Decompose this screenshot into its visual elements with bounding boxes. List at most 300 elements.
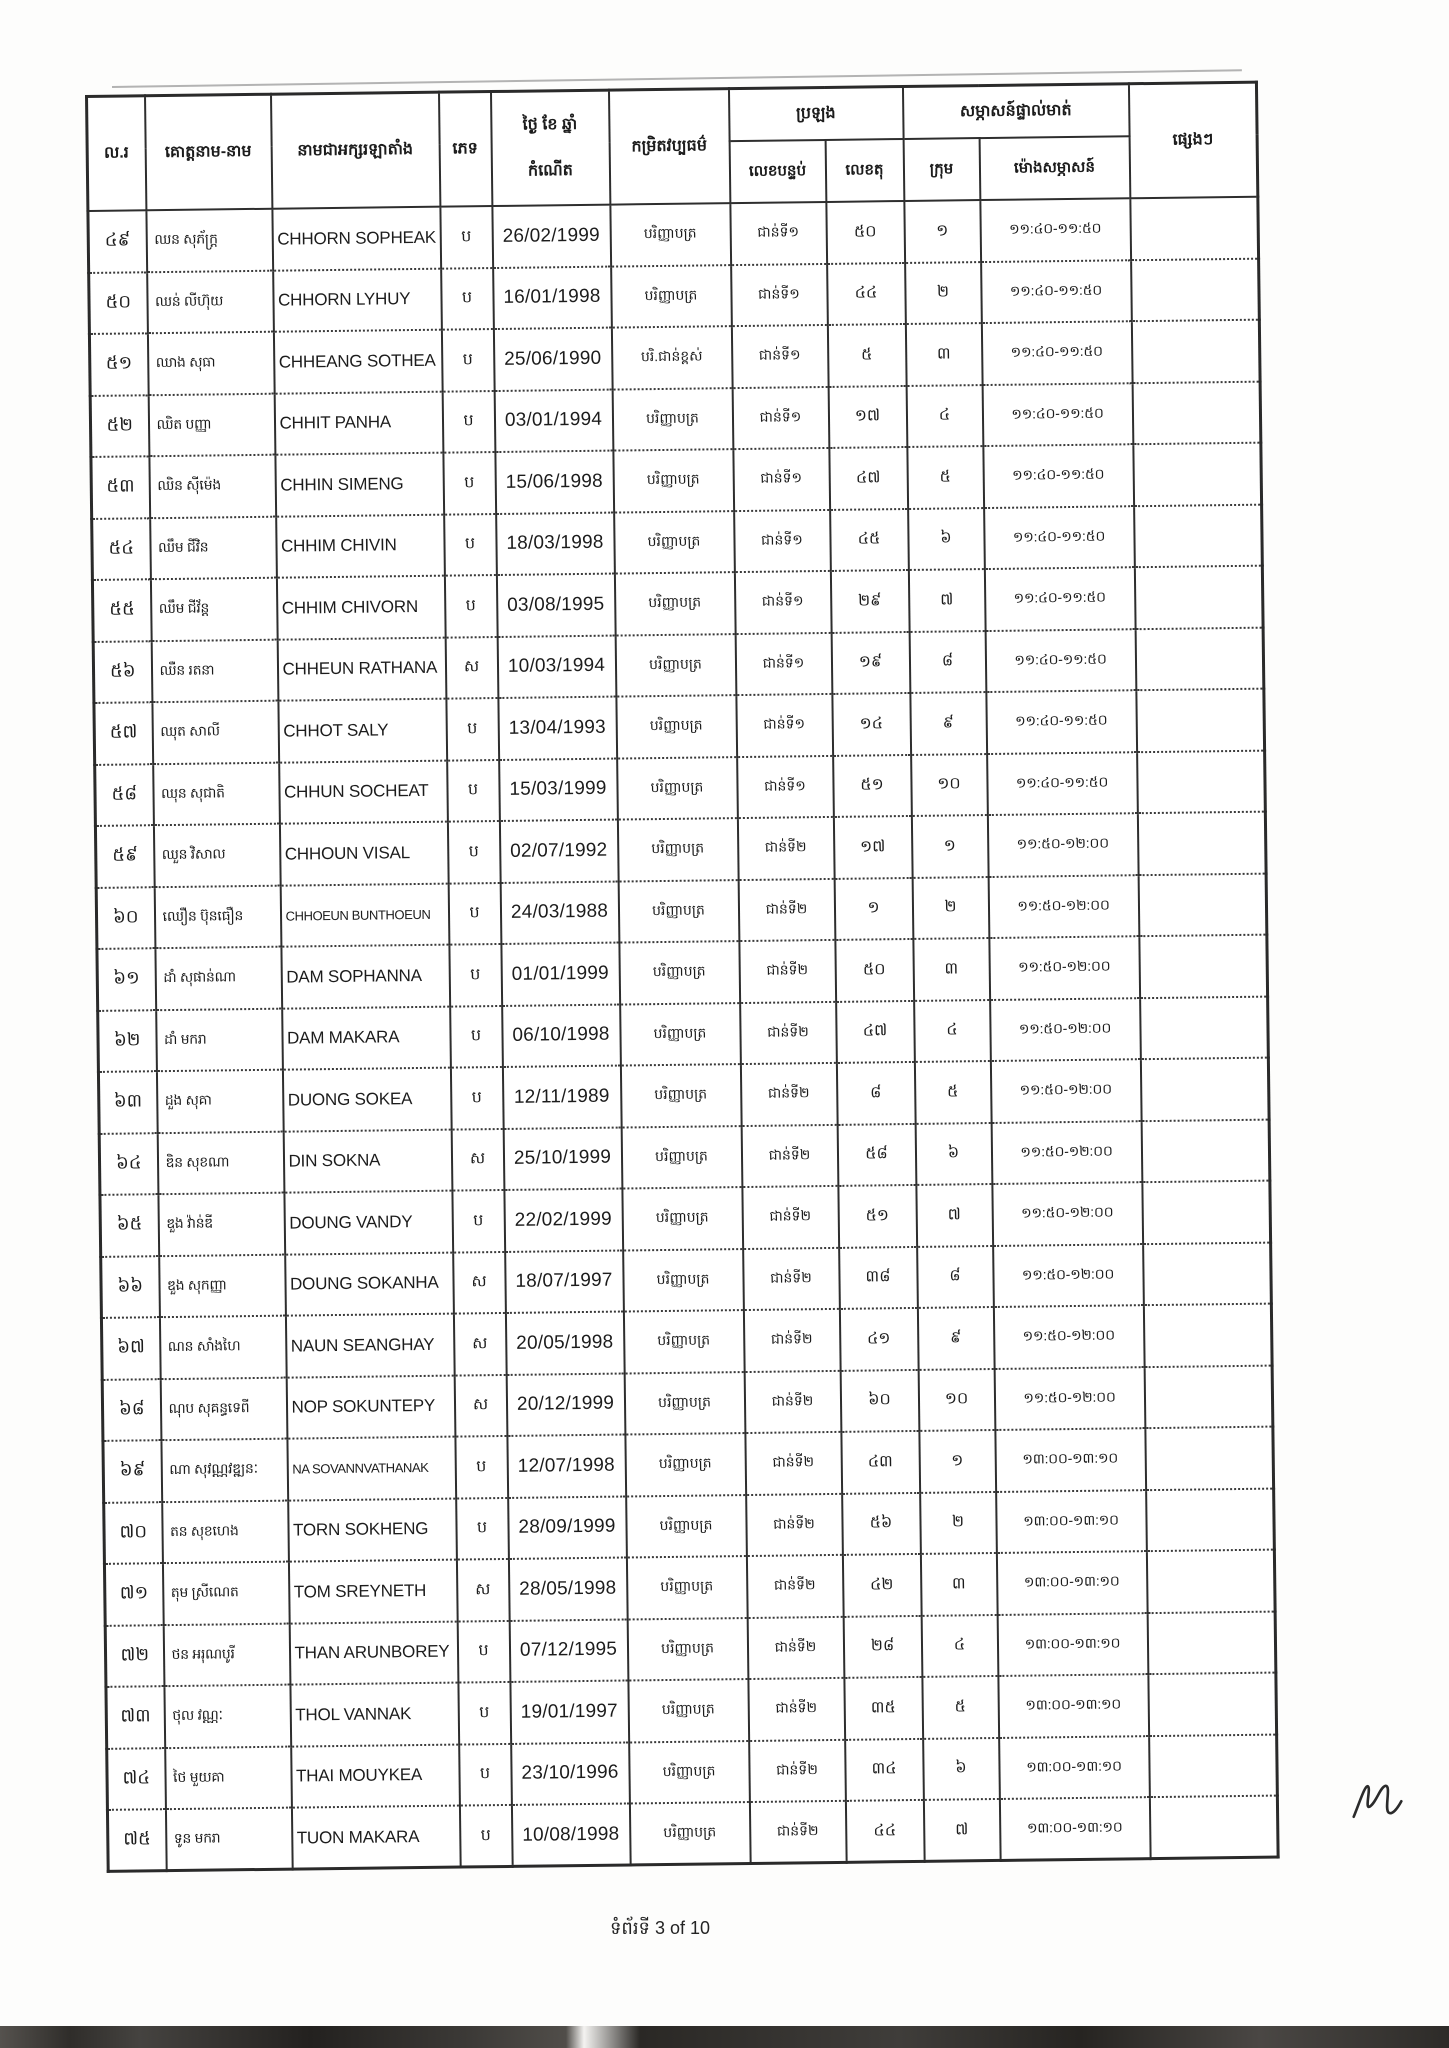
cell-latin-name: CHHIN SIMENG [275,453,444,517]
cell-group: ៦ [915,1123,992,1185]
cell-gender: ប [457,1620,510,1682]
cell-education: បរិញ្ញាបត្រ [620,1064,741,1127]
cell-desk: ៤៥ [830,508,909,570]
cell-interview-time: ១១:៤០-១១:៥០ [980,198,1131,261]
cell-latin-name: DOUNG VANDY [284,1191,453,1255]
cell-group: ៣ [913,938,990,1000]
cell-desk: ៦០ [840,1369,919,1431]
cell-other [1147,1611,1276,1674]
cell-education: បរិញ្ញាបត្រ [614,572,735,635]
cell-no: ៦៨ [102,1379,161,1441]
cell-group: ៤ [906,385,983,447]
cell-khmer-name: ឈឹម ជីវិន [150,516,277,579]
cell-khmer-name: ណុប សុគន្ធទេពី [160,1377,287,1440]
cell-other [1149,1796,1278,1859]
cell-khmer-name: ឈឿន ប៊ុនធឿន [154,885,281,948]
cell-khmer-name: ឈន សុភ័ក្ត្រ [146,209,273,272]
cell-interview-time: ១១:៤០-១១:៥០ [986,690,1137,753]
cell-desk: ៥១ [838,1185,917,1247]
cell-latin-name: CHHIT PANHA [274,391,443,455]
cell-gender: ប [440,206,493,268]
cell-other [1146,1550,1275,1613]
cell-gender: ស [453,1313,506,1375]
cell-group: ១ [919,1430,996,1492]
cell-interview-time: ១១:៤០-១១:៥០ [987,752,1138,815]
cell-dob: 24/03/1988 [500,881,619,944]
cell-other [1145,1427,1274,1490]
cell-gender: ប [459,1805,512,1867]
cell-education: បរិញ្ញាបត្រ [621,1126,742,1189]
cell-no: ៥១ [89,333,148,395]
cell-desk: ៣៤ [845,1738,924,1800]
cell-other [1138,873,1267,936]
cell-room: ជាន់ទី១ [735,632,832,695]
cell-dob: 18/03/1998 [496,512,615,575]
cell-dob: 02/07/1992 [499,820,618,883]
cell-interview-time: ១៣:០០-១៣:១០ [996,1551,1147,1614]
cell-latin-name: DUONG SOKEA [282,1068,451,1132]
cell-education: បរិញ្ញាបត្រ [626,1495,747,1558]
cell-room: ជាន់ទី២ [738,878,835,941]
cell-room: ជាន់ទី១ [736,694,833,757]
cell-other [1148,1673,1277,1736]
cell-khmer-name: ឈុត សាលី [152,701,279,764]
cell-dob: 15/06/1998 [495,451,614,514]
cell-latin-name: THOL VANNAK [290,1683,459,1747]
cell-room: ជាន់ទី២ [745,1432,842,1495]
cell-group: ៧ [908,569,985,631]
cell-gender: ប [450,1067,503,1129]
cell-latin-name: THAN ARUNBOREY [289,1621,458,1685]
cell-desk: ៤៣ [841,1431,920,1493]
cell-interview-time: ១១:៤០-១១:៥០ [981,321,1132,384]
cell-education: បរិញ្ញាបត្រ [629,1802,750,1865]
cell-no: ៦៩ [103,1440,162,1502]
cell-interview-time: ១១:៥០-១២:០០ [993,1305,1144,1368]
cell-gender: ប [456,1497,509,1559]
cell-gender: ស [445,637,498,699]
cell-no: ៥៤ [92,518,151,580]
scan-edge-artifact [0,2026,1449,2048]
cell-dob: 07/12/1995 [509,1619,628,1682]
cell-dob: 25/06/1990 [493,328,612,391]
cell-interview-time: ១១:៤០-១១:៥០ [982,383,1133,446]
cell-group: ៣ [920,1553,997,1615]
cell-khmer-name: ថន អរុណបូរី [163,1623,290,1686]
cell-other [1131,258,1260,321]
cell-no: ៦០ [96,887,155,949]
cell-desk: ៤២ [842,1554,921,1616]
cell-education: បរិញ្ញាបត្រ [628,1679,749,1742]
cell-other [1149,1734,1278,1797]
cell-education: បរិ.ជាន់ខ្ពស់ [611,326,732,389]
cell-education: បរិញ្ញាបត្រ [613,449,734,512]
cell-latin-name: DOUNG SOKANHA [285,1252,454,1316]
col-header-room: លេខបន្ទប់ [729,140,826,203]
cell-khmer-name: ទូន មករា [165,1808,292,1871]
cell-interview-time: ១៣:០០-១៣:១០ [995,1428,1146,1491]
cell-education: បរិញ្ញាបត្រ [617,818,738,881]
cell-education: បរិញ្ញាបត្រ [611,265,732,328]
col-header-latin-name: នាមជាអក្សរឡាតាំង [271,92,440,209]
cell-khmer-name: ឈឹម ជីវ័ន្ត [150,578,277,641]
cell-dob: 10/03/1994 [497,635,616,698]
cell-khmer-name: ថុល វណ្ណៈ [164,1685,291,1748]
cell-desk: ១៧ [828,385,907,447]
cell-interview-time: ១៣:០០-១៣:១០ [996,1490,1147,1553]
cell-latin-name: TUON MAKARA [291,1806,460,1870]
cell-dob: 03/08/1995 [496,574,615,637]
cell-group: ១០ [918,1368,995,1430]
cell-education: បរិញ្ញាបត្រ [625,1433,746,1496]
cell-desk: ៣៨ [839,1246,918,1308]
cell-room: ជាន់ទី២ [744,1370,841,1433]
cell-no: ៦២ [98,1010,157,1072]
cell-gender: ប [450,1005,503,1067]
cell-education: បរិញ្ញាបត្រ [612,388,733,451]
col-header-dob-line1: ថ្ងៃ ខែ ឆ្នាំ [522,115,578,134]
cell-dob: 20/05/1998 [505,1312,624,1375]
cell-room: ជាន់ទី២ [741,1124,838,1187]
cell-latin-name: DAM SOPHANNA [281,945,450,1009]
cell-gender: ប [448,882,501,944]
cell-no: ៥៧ [94,702,153,764]
cell-interview-time: ១១:៥០-១២:០០ [988,875,1139,938]
cell-group: ២ [920,1491,997,1553]
cell-gender: ប [442,391,495,453]
cell-no: ៧២ [105,1625,164,1687]
cell-interview-time: ១១:៥០-១២:០០ [991,1121,1142,1184]
cell-education: បរិញ្ញាបត្រ [616,695,737,758]
cell-room: ជាន់ទី១ [730,202,827,265]
cell-interview-time: ១៣:០០-១៣:១០ [999,1797,1150,1860]
cell-latin-name: DIN SOKNA [283,1129,452,1193]
cell-dob: 12/11/1989 [502,1066,621,1129]
cell-dob: 16/01/1998 [493,266,612,329]
cell-education: បរិញ្ញាបត្រ [624,1372,745,1435]
cell-education: បរិញ្ញាបត្រ [619,941,740,1004]
cell-group: ៩ [910,692,987,754]
cell-education: បរិញ្ញាបត្រ [620,1003,741,1066]
cell-gender: ប [449,944,502,1006]
cell-other [1146,1488,1275,1551]
cell-khmer-name: ដួង សុគា [156,1070,283,1133]
cell-room: ជាន់ទី១ [732,386,829,449]
cell-dob: 12/07/1998 [507,1435,626,1498]
cell-room: ជាន់ទី២ [743,1247,840,1310]
cell-interview-time: ១១:៥០-១២:០០ [990,998,1141,1061]
cell-dob: 18/07/1997 [505,1250,624,1313]
cell-group: ៤ [921,1614,998,1676]
cell-gender: ប [447,821,500,883]
cell-desk: ៤៧ [829,447,908,509]
cell-gender: ប [441,329,494,391]
cell-desk: ៥៨ [837,1123,916,1185]
cell-no: ៦១ [97,948,156,1010]
cell-no: ៥៣ [91,456,150,518]
cell-desk: ១៩ [831,631,910,693]
col-header-interview-time: ម៉ោងសម្ភាសន៍ [979,136,1130,200]
cell-gender: ស [456,1559,509,1621]
cell-room: ជាន់ទី២ [737,817,834,880]
cell-latin-name: CHHORN LYHUY [273,268,442,332]
cell-dob: 25/10/1999 [503,1127,622,1190]
cell-other [1142,1181,1271,1244]
cell-education: បរិញ្ញាបត្រ [626,1556,747,1619]
cell-room: ជាន់ទី២ [739,940,836,1003]
cell-khmer-name: ដាំ សុផាន់ណា [155,947,282,1010]
cell-group: ១០ [911,754,988,816]
cell-dob: 03/01/1994 [494,389,613,452]
cell-room: ជាន់ទី២ [746,1493,843,1556]
cell-khmer-name: ថៃ មួយគា [165,1746,292,1809]
cell-room: ជាន់ទី១ [731,325,828,388]
cell-other [1141,1119,1270,1182]
cell-gender: ប [459,1743,512,1805]
cell-desk: ១៧ [833,816,912,878]
col-header-education: កម្រិតវប្បធម៌ [608,89,729,205]
cell-khmer-name: ឈុន សុជាតិ [153,762,280,825]
handwritten-mark [1349,1775,1407,1830]
col-header-desk: លេខតុ [825,139,904,202]
cell-latin-name: THAI MOUYKEA [291,1744,460,1808]
cell-khmer-name: ឈួន វិសាល [153,824,280,887]
cell-group: ៤ [914,1000,991,1062]
cell-gender: ប [444,514,497,576]
cell-other [1130,197,1259,260]
cell-room: ជាន់ទី២ [747,1616,844,1679]
cell-desk: ៥០ [835,939,914,1001]
cell-no: ៧១ [104,1563,163,1625]
cell-desk: ៤៤ [827,262,906,324]
cell-interview-time: ១១:៥០-១២:០០ [990,1059,1141,1122]
cell-dob: 23/10/1996 [511,1742,630,1805]
cell-desk: ៤៧ [836,1000,915,1062]
cell-other [1134,504,1263,567]
cell-interview-time: ១១:៤០-១១:៥០ [984,567,1135,630]
cell-desk: ៥០ [826,201,905,263]
cell-education: បរិញ្ញាបត្រ [623,1310,744,1373]
cell-group: ៣ [905,323,982,385]
cell-latin-name: CHHIM CHIVORN [276,576,445,640]
cell-group: ៧ [923,1799,1000,1861]
cell-dob: 06/10/1998 [502,1004,621,1067]
cell-no: ៦៣ [98,1071,157,1133]
cell-dob: 22/02/1999 [504,1189,623,1252]
cell-education: បរិញ្ញាបត្រ [618,880,739,943]
cell-interview-time: ១៣:០០-១៣:១០ [997,1613,1148,1676]
cell-latin-name: CHHIM CHIVIN [276,514,445,578]
cell-group: ៩ [917,1307,994,1369]
page-number: ទំព័រទី 3 of 10 [609,1918,711,1938]
cell-education: បរិញ្ញាបត្រ [622,1187,743,1250]
table-body [88,197,1278,1872]
cell-latin-name: TORN SOKHENG [288,1498,457,1562]
cell-no: ៥៦ [93,641,152,703]
cell-group: ៦ [908,508,985,570]
cell-interview-time: ១១:៥០-១២:០០ [993,1244,1144,1307]
cell-khmer-name: តន សុខហេង [162,1500,289,1563]
cell-desk: ២៨ [843,1615,922,1677]
cell-desk: ៥១ [833,754,912,816]
cell-no: ៤៩ [88,210,147,272]
cell-interview-time: ១១:៥០-១២:០០ [987,813,1138,876]
cell-latin-name: NA SOVANNVATHANAK [287,1437,456,1501]
cell-dob: 28/05/1998 [508,1557,627,1620]
cell-other [1137,750,1266,813]
cell-no: ៥២ [90,395,149,457]
cell-desk: ៥៦ [842,1492,921,1554]
col-header-khmer-name: គោត្តនាម-នាម [145,94,272,210]
cell-no: ៧៤ [107,1748,166,1810]
cell-interview-time: ១១:៤០-១១:៥០ [985,629,1136,692]
cell-other [1140,996,1269,1059]
cell-dob: 01/01/1999 [501,943,620,1006]
cell-dob: 13/04/1993 [498,697,617,760]
cell-room: ជាន់ទី២ [743,1309,840,1372]
cell-group: ៨ [917,1245,994,1307]
cell-other [1134,566,1263,629]
cell-gender: ប [447,759,500,821]
cell-interview-time: ១១:៤០-១១:៥០ [983,444,1134,507]
cell-khmer-name: ឌួង សុកញ្ញា [159,1254,286,1317]
cell-group: ២ [905,262,982,324]
cell-khmer-name: ដាំ មករា [156,1008,283,1071]
col-header-interview-group: សម្ភាសន៍ផ្ទាល់មាត់ [902,84,1129,139]
cell-no: ៦៤ [99,1133,158,1195]
cell-group: ១ [911,815,988,877]
cell-gender: ប [443,452,496,514]
cell-room: ជាន់ទី១ [733,448,830,511]
cell-khmer-name: ឈិន ស៊ីម៉េង [149,455,276,518]
col-header-gender: ភេទ [438,92,491,207]
cell-khmer-name: ឈឺន រតនា [151,639,278,702]
cell-interview-time: ១១:៥០-១២:០០ [992,1182,1143,1245]
cell-interview-time: ១៣:០០-១៣:១០ [999,1736,1150,1799]
cell-dob: 19/01/1997 [510,1680,629,1743]
cell-other [1144,1365,1273,1428]
cell-no: ៥៩ [95,825,154,887]
cell-room: ជាន់ទី១ [737,755,834,818]
cell-no: ៧៣ [106,1686,165,1748]
candidate-list-table [85,81,1280,1873]
cell-desk: ៤១ [839,1308,918,1370]
cell-latin-name: CHHEUN RATHANA [277,637,446,701]
cell-group: ៥ [907,446,984,508]
cell-other [1135,627,1264,690]
cell-education: បរិញ្ញាបត្រ [623,1249,744,1312]
cell-gender: ប [444,575,497,637]
cell-no: ៧៥ [107,1809,166,1871]
cell-no: ៧០ [104,1502,163,1564]
cell-interview-time: ១១:៥០-១២:០០ [994,1367,1145,1430]
cell-khmer-name: ណន សាំងហៃ [159,1316,286,1379]
cell-other [1143,1304,1272,1367]
cell-gender: ប [458,1682,511,1744]
table-row [107,1796,1278,1872]
cell-dob: 10/08/1998 [511,1803,630,1866]
cell-desk: ១ [834,877,913,939]
cell-latin-name: CHHOT SALY [278,699,447,763]
cell-gender: ប [441,268,494,330]
cell-room: ជាន់ទី១ [734,571,831,634]
cell-room: ជាន់ទី២ [740,1001,837,1064]
cell-group: ៨ [909,631,986,693]
cell-education: បរិញ្ញាបត្រ [614,511,735,574]
cell-latin-name: TOM SREYNETH [288,1560,457,1624]
cell-khmer-name: ឈាង សុធា [147,332,274,395]
cell-dob: 20/12/1999 [506,1373,625,1436]
cell-dob: 28/09/1999 [508,1496,627,1559]
col-header-group: ក្រុម [903,138,980,201]
cell-education: បរិញ្ញាបត្រ [615,634,736,697]
cell-desk: ៣៥ [844,1677,923,1739]
cell-desk: ៤៤ [845,1800,924,1862]
col-header-no: ល.រ [87,96,146,211]
col-header-other: ផ្សេងៗ [1128,82,1257,198]
cell-khmer-name: ឈិត បញ្ញា [148,393,275,456]
cell-other [1131,320,1260,383]
cell-latin-name: DAM MAKARA [282,1006,451,1070]
cell-room: ជាន់ទី១ [734,509,831,572]
cell-desk: ៨ [836,1062,915,1124]
cell-latin-name: CHHOEUN BUNTHOEUN [280,883,449,947]
cell-gender: ស [454,1374,507,1436]
cell-room: ជាន់ទី២ [749,1801,846,1864]
cell-group: ៥ [922,1676,999,1738]
cell-group: ៥ [914,1061,991,1123]
cell-interview-time: ១១:៤០-១១:៥០ [984,506,1135,569]
cell-education: បរិញ្ញាបត្រ [629,1741,750,1804]
cell-group: ១ [904,200,981,262]
cell-room: ជាន់ទី២ [742,1186,839,1249]
cell-latin-name: CHHORN SOPHEAK [272,207,441,271]
cell-room: ជាន់ទី២ [746,1555,843,1618]
cell-no: ៥៨ [95,764,154,826]
cell-no: ៦៥ [100,1194,159,1256]
cell-room: ជាន់ទី២ [748,1678,845,1741]
cell-latin-name: NOP SOKUNTEPY [286,1375,455,1439]
cell-interview-time: ១១:៤០-១១:៥០ [981,260,1132,323]
cell-room: ជាន់ទី២ [740,1063,837,1126]
cell-gender: ប [446,698,499,760]
cell-other [1133,443,1262,506]
cell-interview-time: ១៣:០០-១៣:១០ [998,1674,1149,1737]
cell-other [1132,381,1261,444]
cell-dob: 26/02/1999 [492,205,611,268]
col-header-dob-line2: កំណើត [527,162,574,180]
cell-desk: ១៤ [832,693,911,755]
cell-room: ជាន់ទី១ [731,263,828,326]
cell-dob: 15/03/1999 [499,758,618,821]
cell-latin-name: CHHUN SOCHEAT [279,760,448,824]
cell-other [1139,935,1268,998]
cell-no: ៥០ [89,272,148,334]
cell-gender: ស [451,1128,504,1190]
cell-gender: ស [453,1251,506,1313]
cell-other [1143,1242,1272,1305]
cell-khmer-name: ណា សុវណ្ណវឌ្ឍនៈ [161,1439,288,1502]
cell-no: ៦៧ [101,1317,160,1379]
cell-latin-name: CHHEANG SOTHEA [273,330,442,394]
cell-other [1136,689,1265,752]
cell-gender: ប [452,1190,505,1252]
cell-latin-name: CHHOUN VISAL [279,822,448,886]
cell-other [1140,1058,1269,1121]
cell-education: បរិញ្ញាបត្រ [627,1618,748,1681]
cell-khmer-name: ឌួង វ៉ាន់ឌី [158,1193,285,1256]
cell-group: ៦ [923,1737,1000,1799]
